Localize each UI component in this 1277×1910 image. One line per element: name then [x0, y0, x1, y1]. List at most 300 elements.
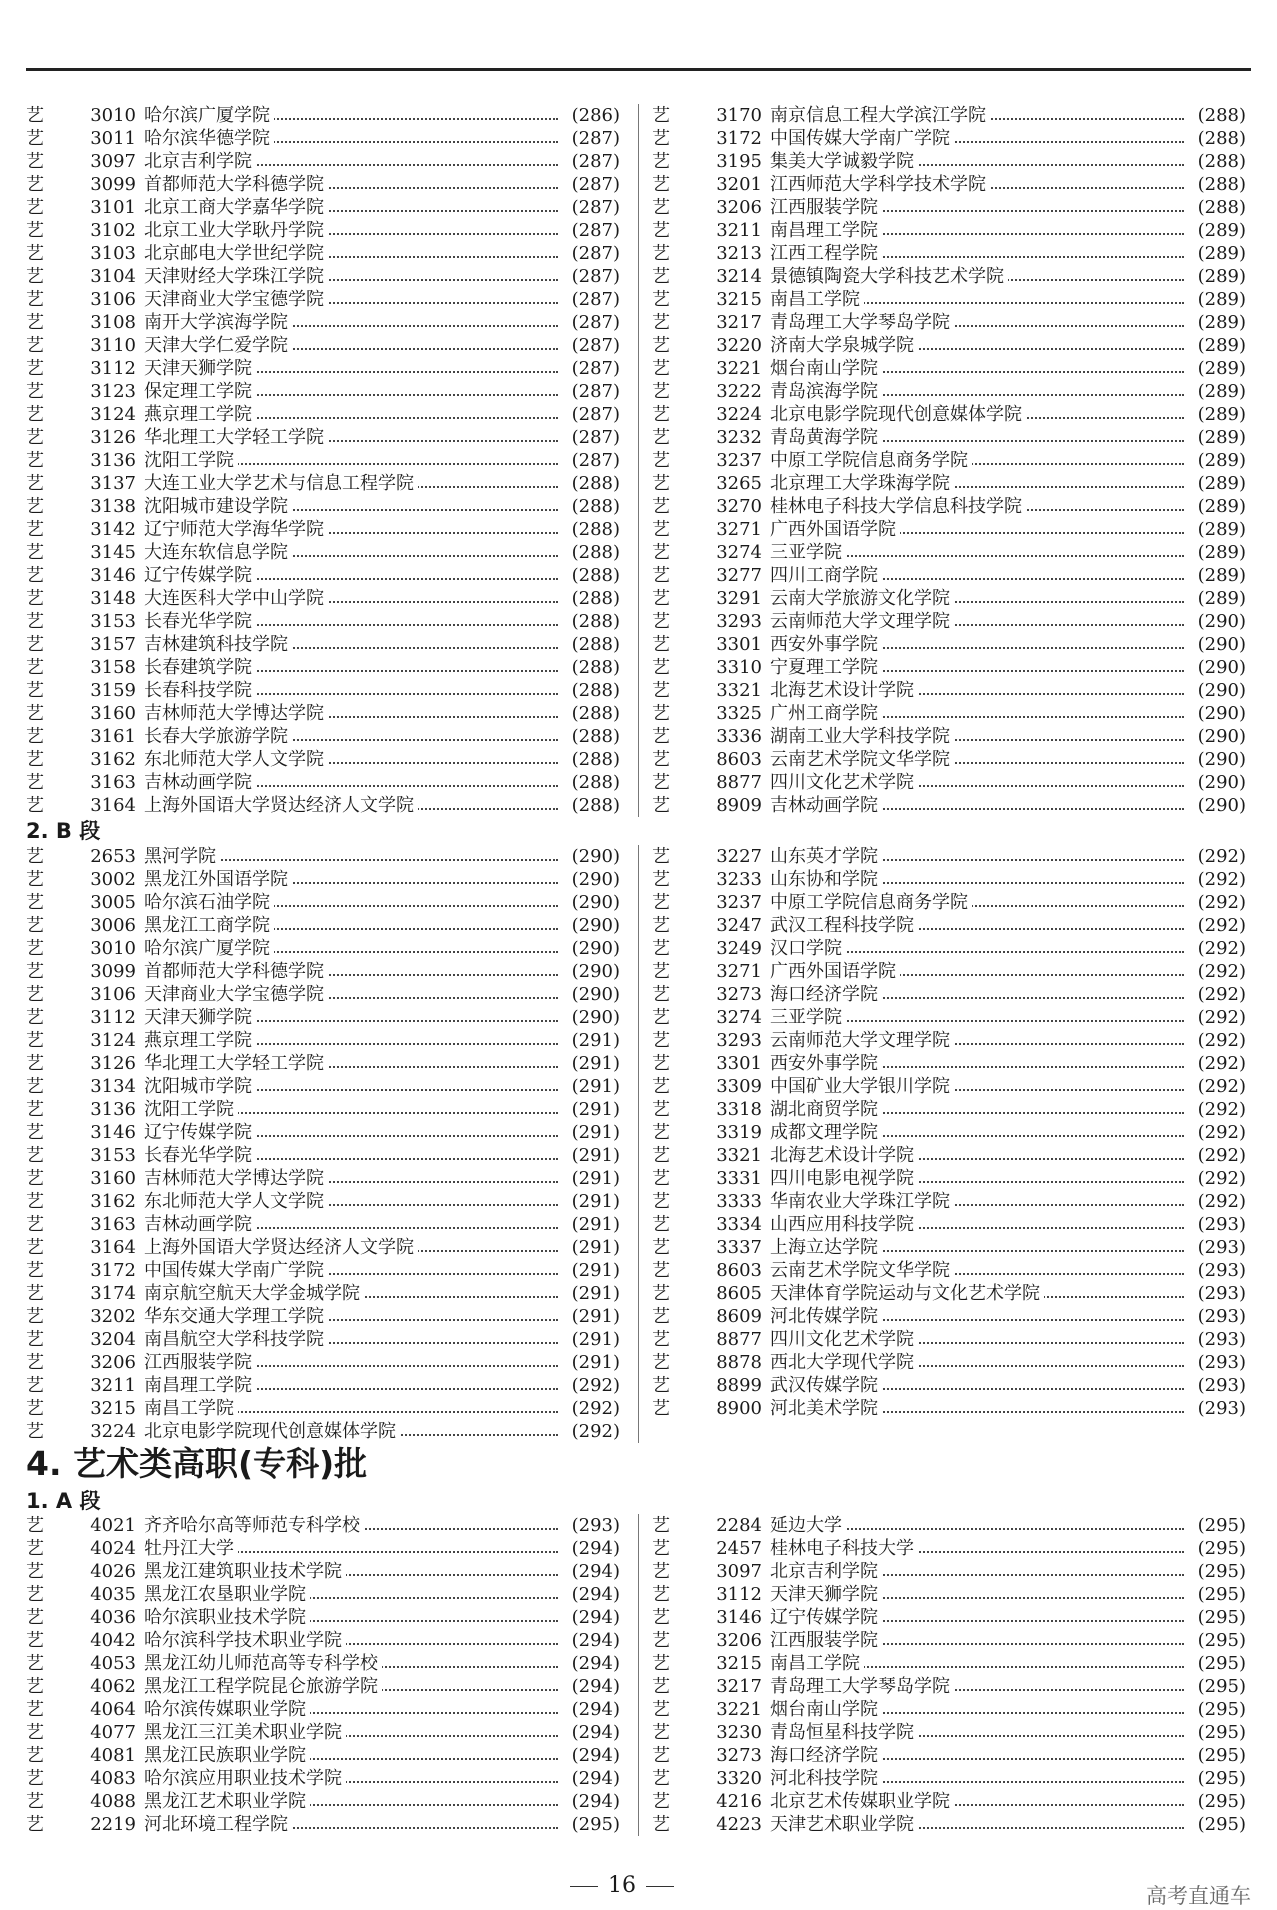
min-score: (295)	[1197, 1791, 1246, 1812]
category-tag: 艺	[652, 1768, 670, 1789]
school-name: 江西工程学院	[770, 242, 882, 265]
list-item	[652, 1282, 1250, 1305]
list-item	[652, 1629, 1250, 1652]
school-name: 北京吉利学院	[770, 1560, 882, 1583]
school-code: 3224	[716, 404, 762, 425]
category-tag: 艺	[652, 1398, 670, 1419]
school-code: 3206	[90, 1352, 136, 1373]
school-name: 武汉传媒学院	[770, 1374, 882, 1397]
list-item	[652, 311, 1250, 334]
school-name: 西北大学现代学院	[770, 1351, 918, 1374]
school-name: 广西外国语学院	[770, 960, 900, 983]
category-tag: 艺	[652, 680, 670, 701]
min-score: (287)	[571, 404, 620, 425]
list-item	[26, 357, 624, 380]
list-item	[26, 868, 624, 891]
school-code: 3337	[716, 1237, 762, 1258]
list-item	[652, 891, 1250, 914]
school-name: 沈阳工学院	[144, 449, 238, 472]
category-tag: 艺	[652, 961, 670, 982]
category-tag: 艺	[26, 1007, 44, 1028]
category-tag: 艺	[26, 749, 44, 770]
school-name: 长春光华学院	[144, 1144, 256, 1167]
min-score: (292)	[1197, 1099, 1246, 1120]
list-item	[26, 914, 624, 937]
list-item	[652, 1767, 1250, 1790]
min-score: (287)	[571, 197, 620, 218]
list-item	[26, 127, 624, 150]
school-code: 3195	[716, 151, 762, 172]
min-score: (291)	[571, 1306, 620, 1327]
school-name: 四川文化艺术学院	[770, 771, 918, 794]
list-item	[26, 656, 624, 679]
school-code: 3325	[716, 703, 762, 724]
category-tag: 艺	[652, 312, 670, 333]
school-name: 桂林电子科技大学	[770, 1537, 918, 1560]
school-code: 3215	[716, 289, 762, 310]
category-tag: 艺	[26, 1329, 44, 1350]
category-tag: 艺	[652, 938, 670, 959]
category-tag: 艺	[652, 404, 670, 425]
list-item	[652, 1675, 1250, 1698]
school-name: 广西外国语学院	[770, 518, 900, 541]
category-tag: 艺	[26, 984, 44, 1005]
category-tag: 艺	[652, 726, 670, 747]
category-tag: 艺	[26, 1053, 44, 1074]
list-item	[652, 150, 1250, 173]
school-name: 辽宁传媒学院	[770, 1606, 882, 1629]
column-divider	[638, 1514, 639, 1836]
min-score: (295)	[1197, 1768, 1246, 1789]
school-code: 8899	[716, 1375, 762, 1396]
school-name: 四川电影电视学院	[770, 1167, 918, 1190]
list-item	[652, 173, 1250, 196]
min-score: (294)	[571, 1722, 620, 1743]
category-tag: 艺	[652, 1653, 670, 1674]
list-item	[652, 242, 1250, 265]
category-tag: 艺	[652, 1607, 670, 1628]
school-name: 吉林师范大学博达学院	[144, 702, 328, 725]
school-name: 首都师范大学科德学院	[144, 173, 328, 196]
school-code: 3201	[716, 174, 762, 195]
section-heading-vocational: 4. 艺术类高职(专科)批	[26, 1444, 368, 1483]
school-code: 3123	[90, 381, 136, 402]
min-score: (292)	[1197, 1122, 1246, 1143]
school-name: 东北师范大学人文学院	[144, 748, 328, 771]
min-score: (295)	[1197, 1814, 1246, 1835]
min-score: (290)	[571, 915, 620, 936]
school-name: 云南师范大学文理学院	[770, 1029, 954, 1052]
school-name: 黑龙江艺术职业学院	[144, 1790, 310, 1813]
list-item	[652, 1075, 1250, 1098]
school-code: 3293	[716, 611, 762, 632]
school-name: 南京航空航天大学金城学院	[144, 1282, 364, 1305]
min-score: (293)	[1197, 1306, 1246, 1327]
min-score: (295)	[1197, 1653, 1246, 1674]
school-name: 燕京理工学院	[144, 1029, 256, 1052]
school-name: 青岛滨海学院	[770, 380, 882, 403]
two-column-list	[26, 845, 1251, 1443]
category-tag: 艺	[652, 1099, 670, 1120]
category-tag: 艺	[652, 519, 670, 540]
school-name: 大连医科大学中山学院	[144, 587, 328, 610]
category-tag: 艺	[26, 1030, 44, 1051]
category-tag: 艺	[26, 1538, 44, 1559]
category-tag: 艺	[652, 1745, 670, 1766]
list-item	[652, 1213, 1250, 1236]
school-code: 2219	[90, 1814, 136, 1835]
school-code: 3233	[716, 869, 762, 890]
school-code: 3215	[716, 1653, 762, 1674]
list-item	[26, 380, 624, 403]
school-name: 南昌航空大学科技学院	[144, 1328, 328, 1351]
school-name: 吉林动画学院	[770, 794, 882, 817]
min-score: (288)	[571, 588, 620, 609]
min-score: (288)	[1197, 128, 1246, 149]
category-tag: 艺	[652, 243, 670, 264]
school-name: 云南师范大学文理学院	[770, 610, 954, 633]
school-name: 济南大学泉城学院	[770, 334, 918, 357]
school-name: 河北科技学院	[770, 1767, 882, 1790]
school-name: 云南艺术学院文华学院	[770, 1259, 954, 1282]
subsection-heading-b: 2. B 段	[26, 819, 101, 843]
school-name: 黑龙江三江美术职业学院	[144, 1721, 346, 1744]
category-tag: 艺	[652, 1538, 670, 1559]
min-score: (290)	[571, 869, 620, 890]
list-item	[652, 1698, 1250, 1721]
school-code: 3271	[716, 519, 762, 540]
category-tag: 艺	[26, 680, 44, 701]
school-code: 3099	[90, 174, 136, 195]
school-code: 4077	[90, 1722, 136, 1743]
min-score: (289)	[1197, 358, 1246, 379]
school-name: 江西师范大学科学技术学院	[770, 173, 990, 196]
school-name: 云南大学旅游文化学院	[770, 587, 954, 610]
list-item	[26, 702, 624, 725]
school-name: 天津天狮学院	[144, 1006, 256, 1029]
category-tag: 艺	[26, 915, 44, 936]
list-item	[652, 794, 1250, 817]
school-name: 山东英才学院	[770, 845, 882, 868]
school-code: 8877	[716, 772, 762, 793]
min-score: (288)	[571, 680, 620, 701]
min-score: (287)	[571, 312, 620, 333]
min-score: (295)	[1197, 1630, 1246, 1651]
school-name: 天津艺术职业学院	[770, 1813, 918, 1836]
list-item	[26, 1098, 624, 1121]
school-name: 燕京理工学院	[144, 403, 256, 426]
min-score: (291)	[571, 1030, 620, 1051]
min-score: (290)	[1197, 772, 1246, 793]
school-code: 3112	[716, 1584, 762, 1605]
category-tag: 艺	[26, 1306, 44, 1327]
school-name: 北京邮电大学世纪学院	[144, 242, 328, 265]
min-score: (287)	[571, 174, 620, 195]
list-item	[652, 334, 1250, 357]
school-code: 3172	[90, 1260, 136, 1281]
category-tag: 艺	[652, 1375, 670, 1396]
category-tag: 艺	[26, 1076, 44, 1097]
list-item	[26, 403, 624, 426]
school-code: 3103	[90, 243, 136, 264]
min-score: (289)	[1197, 588, 1246, 609]
list-item	[652, 937, 1250, 960]
list-item	[26, 518, 624, 541]
list-item	[26, 104, 624, 127]
list-item	[652, 541, 1250, 564]
right-column	[652, 1514, 1250, 1836]
min-score: (292)	[1197, 869, 1246, 890]
list-item	[652, 1236, 1250, 1259]
school-code: 3249	[716, 938, 762, 959]
school-code: 3321	[716, 1145, 762, 1166]
category-tag: 艺	[652, 266, 670, 287]
school-code: 8609	[716, 1306, 762, 1327]
category-tag: 艺	[26, 1421, 44, 1442]
school-name: 南昌工学院	[770, 288, 864, 311]
list-item	[652, 960, 1250, 983]
school-name: 哈尔滨广厦学院	[144, 937, 274, 960]
category-tag: 艺	[26, 1768, 44, 1789]
school-code: 3138	[90, 496, 136, 517]
category-tag: 艺	[652, 846, 670, 867]
category-tag: 艺	[26, 335, 44, 356]
list-item	[26, 196, 624, 219]
list-item	[26, 1075, 624, 1098]
school-code: 3142	[90, 519, 136, 540]
list-item	[26, 1121, 624, 1144]
min-score: (294)	[571, 1745, 620, 1766]
list-item	[652, 196, 1250, 219]
school-name: 北京电影学院现代创意媒体学院	[770, 403, 1026, 426]
school-code: 4062	[90, 1676, 136, 1697]
category-tag: 艺	[26, 358, 44, 379]
category-tag: 艺	[26, 1584, 44, 1605]
category-tag: 艺	[26, 243, 44, 264]
list-item	[26, 1514, 624, 1537]
school-code: 3136	[90, 1099, 136, 1120]
school-code: 3301	[716, 1053, 762, 1074]
min-score: (292)	[571, 1375, 620, 1396]
school-code: 3227	[716, 846, 762, 867]
min-score: (292)	[1197, 984, 1246, 1005]
category-tag: 艺	[26, 496, 44, 517]
category-tag: 艺	[26, 1791, 44, 1812]
list-item	[652, 1052, 1250, 1075]
school-name: 大连工业大学艺术与信息工程学院	[144, 472, 418, 495]
min-score: (294)	[571, 1768, 620, 1789]
school-code: 4053	[90, 1653, 136, 1674]
list-item	[26, 1397, 624, 1420]
list-item	[652, 1652, 1250, 1675]
school-code: 3097	[90, 151, 136, 172]
list-item	[652, 1328, 1250, 1351]
school-name: 吉林建筑科技学院	[144, 633, 292, 656]
school-name: 大连东软信息学院	[144, 541, 292, 564]
category-tag: 艺	[652, 1329, 670, 1350]
list-item	[652, 518, 1250, 541]
category-tag: 艺	[26, 1722, 44, 1743]
list-item	[26, 960, 624, 983]
category-tag: 艺	[652, 1214, 670, 1235]
min-score: (294)	[571, 1538, 620, 1559]
min-score: (288)	[571, 749, 620, 770]
category-tag: 艺	[652, 105, 670, 126]
section-art-undergrad-b	[26, 845, 1251, 1443]
school-name: 黑河学院	[144, 845, 220, 868]
min-score: (290)	[1197, 634, 1246, 655]
list-item	[26, 311, 624, 334]
school-code: 3097	[716, 1561, 762, 1582]
category-tag: 艺	[652, 1191, 670, 1212]
min-score: (288)	[571, 473, 620, 494]
school-code: 3206	[716, 1630, 762, 1651]
category-tag: 艺	[652, 335, 670, 356]
min-score: (288)	[571, 565, 620, 586]
category-tag: 艺	[26, 1561, 44, 1582]
category-tag: 艺	[652, 1814, 670, 1835]
school-code: 3010	[90, 938, 136, 959]
min-score: (291)	[571, 1260, 620, 1281]
school-code: 3221	[716, 358, 762, 379]
school-name: 广州工商学院	[770, 702, 882, 725]
school-code: 3331	[716, 1168, 762, 1189]
school-code: 3101	[90, 197, 136, 218]
min-score: (293)	[1197, 1237, 1246, 1258]
list-item	[26, 1675, 624, 1698]
category-tag: 艺	[26, 726, 44, 747]
school-code: 3010	[90, 105, 136, 126]
list-item	[26, 1328, 624, 1351]
school-name: 湖南工业大学科技学院	[770, 725, 954, 748]
school-name: 南京信息工程大学滨江学院	[770, 104, 990, 127]
school-name: 东北师范大学人文学院	[144, 1190, 328, 1213]
category-tag: 艺	[26, 450, 44, 471]
school-name: 延边大学	[770, 1514, 846, 1537]
min-score: (287)	[571, 427, 620, 448]
min-score: (291)	[571, 1076, 620, 1097]
category-tag: 艺	[26, 1375, 44, 1396]
list-item	[26, 242, 624, 265]
list-item	[26, 541, 624, 564]
school-code: 3277	[716, 565, 762, 586]
school-name: 吉林动画学院	[144, 1213, 256, 1236]
category-tag: 艺	[26, 266, 44, 287]
school-code: 3137	[90, 473, 136, 494]
category-tag: 艺	[26, 1237, 44, 1258]
min-score: (289)	[1197, 496, 1246, 517]
school-name: 湖北商贸学院	[770, 1098, 882, 1121]
category-tag: 艺	[26, 174, 44, 195]
min-score: (289)	[1197, 220, 1246, 241]
min-score: (288)	[1197, 151, 1246, 172]
school-code: 3319	[716, 1122, 762, 1143]
min-score: (295)	[1197, 1722, 1246, 1743]
school-name: 上海外国语大学贤达经济人文学院	[144, 794, 418, 817]
min-score: (295)	[1197, 1676, 1246, 1697]
min-score: (289)	[1197, 404, 1246, 425]
school-name: 北京艺术传媒职业学院	[770, 1790, 954, 1813]
category-tag: 艺	[652, 473, 670, 494]
min-score: (292)	[571, 1398, 620, 1419]
school-name: 北京理工大学珠海学院	[770, 472, 954, 495]
section-art-undergrad-a	[26, 104, 1251, 817]
school-name: 长春大学旅游学院	[144, 725, 292, 748]
category-tag: 艺	[652, 749, 670, 770]
min-score: (292)	[1197, 1007, 1246, 1028]
list-item	[652, 357, 1250, 380]
school-code: 3273	[716, 984, 762, 1005]
category-tag: 艺	[26, 1653, 44, 1674]
category-tag: 艺	[652, 450, 670, 471]
list-item	[26, 937, 624, 960]
category-tag: 艺	[26, 892, 44, 913]
right-column	[652, 845, 1250, 1443]
school-name: 北京吉利学院	[144, 150, 256, 173]
list-item	[652, 219, 1250, 242]
category-tag: 艺	[26, 657, 44, 678]
min-score: (288)	[571, 542, 620, 563]
category-tag: 艺	[26, 846, 44, 867]
list-item	[652, 426, 1250, 449]
list-item	[652, 1420, 1250, 1443]
list-item	[652, 868, 1250, 891]
school-code: 4216	[716, 1791, 762, 1812]
category-tag: 艺	[652, 496, 670, 517]
school-code: 8878	[716, 1352, 762, 1373]
category-tag: 艺	[652, 634, 670, 655]
school-name: 南开大学滨海学院	[144, 311, 292, 334]
category-tag: 艺	[26, 128, 44, 149]
min-score: (289)	[1197, 243, 1246, 264]
min-score: (292)	[571, 1421, 620, 1442]
min-score: (289)	[1197, 565, 1246, 586]
min-score: (293)	[1197, 1375, 1246, 1396]
school-code: 3215	[90, 1398, 136, 1419]
list-item	[652, 1144, 1250, 1167]
list-item	[652, 1583, 1250, 1606]
min-score: (293)	[1197, 1352, 1246, 1373]
min-score: (289)	[1197, 289, 1246, 310]
category-tag: 艺	[652, 1791, 670, 1812]
school-name: 三亚学院	[770, 541, 846, 564]
list-item	[652, 1397, 1250, 1420]
list-item	[26, 1652, 624, 1675]
school-code: 3206	[716, 197, 762, 218]
school-code: 3274	[716, 542, 762, 563]
school-code: 3321	[716, 680, 762, 701]
min-score: (292)	[1197, 846, 1246, 867]
list-item	[26, 1006, 624, 1029]
list-item	[652, 1305, 1250, 1328]
school-code: 3146	[90, 1122, 136, 1143]
list-item	[26, 725, 624, 748]
school-code: 3204	[90, 1329, 136, 1350]
school-name: 保定理工学院	[144, 380, 256, 403]
list-item	[652, 656, 1250, 679]
list-item	[26, 495, 624, 518]
min-score: (292)	[1197, 1145, 1246, 1166]
school-code: 8909	[716, 795, 762, 816]
column-divider	[638, 104, 639, 817]
school-name: 首都师范大学科德学院	[144, 960, 328, 983]
list-item	[26, 845, 624, 868]
category-tag: 艺	[26, 1745, 44, 1766]
min-score: (294)	[571, 1584, 620, 1605]
list-item	[652, 983, 1250, 1006]
school-name: 中国传媒大学南广学院	[144, 1259, 328, 1282]
category-tag: 艺	[652, 1237, 670, 1258]
